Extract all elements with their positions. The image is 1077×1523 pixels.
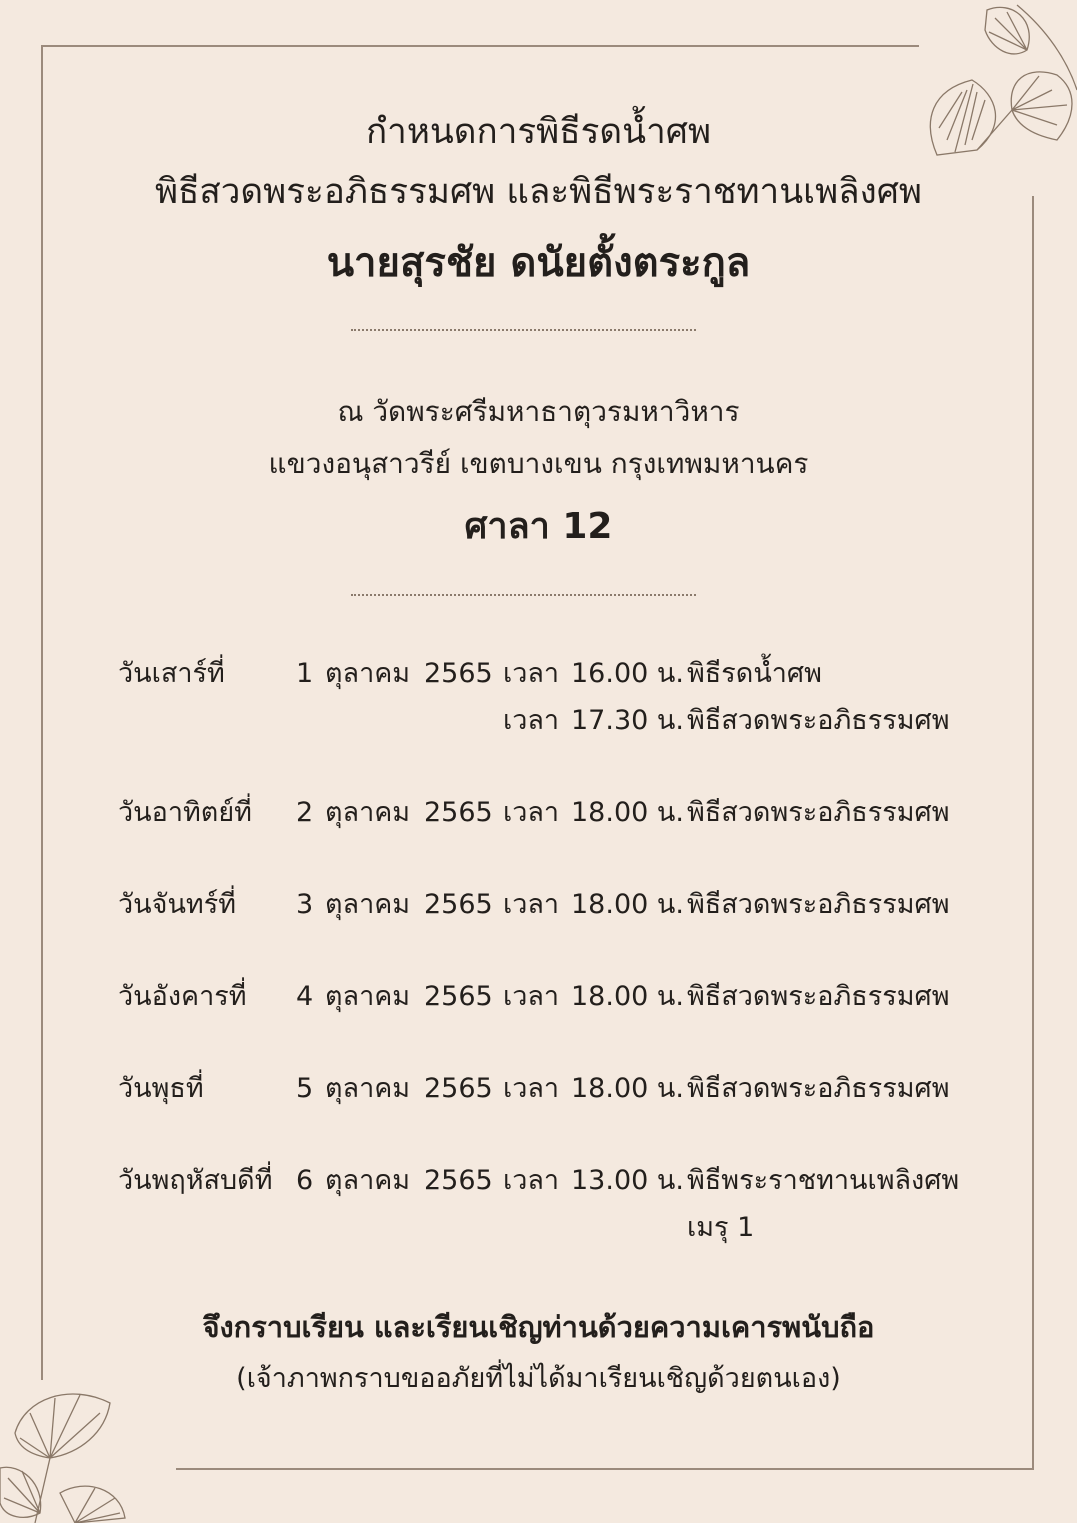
- schedule-year: 2565: [424, 981, 493, 1012]
- schedule-time-word: เวลา: [503, 1165, 560, 1196]
- frame-line-right: [1032, 196, 1034, 1470]
- schedule-time-word: เวลา: [503, 658, 560, 689]
- schedule-date: 4: [296, 981, 314, 1012]
- schedule-time: 18.00 น.: [571, 1073, 684, 1104]
- frame-line-bottom: [176, 1468, 1034, 1470]
- schedule-time: 13.00 น.: [571, 1165, 684, 1196]
- schedule-time-word: เวลา: [503, 705, 560, 736]
- schedule-ceremony: พิธีสวดพระอภิธรรมศพ: [687, 797, 950, 828]
- deceased-name: นายสุรชัย ดนัยตั้งตระกูล: [326, 240, 751, 286]
- dotted-divider: [351, 594, 696, 596]
- schedule-time: 18.00 น.: [571, 981, 684, 1012]
- title-line-2: พิธีสวดพระอภิธรรมศพ และพิธีพระราชทานเพลิงศพ: [154, 172, 922, 212]
- venue-line-2: แขวงอนุสาวรีย์ เขตบางเขน กรุงเทพมหานคร: [268, 447, 809, 480]
- schedule-year: 2565: [424, 889, 493, 920]
- schedule-date: 3: [296, 889, 314, 920]
- schedule-year: 2565: [424, 658, 493, 689]
- schedule-month: ตุลาคม: [325, 797, 411, 828]
- schedule-day: วันพุธที่: [118, 1073, 204, 1104]
- closing-line-1: จึงกราบเรียน และเรียนเชิญท่านด้วยความเคารพนับถือ: [202, 1310, 875, 1344]
- schedule-month: ตุลาคม: [325, 889, 411, 920]
- schedule-time: 17.30 น.: [571, 705, 684, 736]
- schedule-ceremony: พิธีสวดพระอภิธรรมศพ: [687, 1073, 950, 1104]
- schedule-time-word: เวลา: [503, 889, 560, 920]
- schedule-month: ตุลาคม: [325, 1073, 411, 1104]
- dotted-divider: [351, 329, 696, 331]
- schedule-time-word: เวลา: [503, 1073, 560, 1104]
- schedule-day: วันเสาร์ที่: [118, 658, 225, 689]
- schedule-ceremony: พิธีสวดพระอภิธรรมศพ: [687, 981, 950, 1012]
- title-line-1: กำหนดการพิธีรดน้ำศพ: [365, 112, 712, 152]
- schedule-day: วันจันทร์ที่: [118, 889, 236, 920]
- schedule-year: 2565: [424, 797, 493, 828]
- schedule-date: 5: [296, 1073, 314, 1104]
- schedule-day: วันอังคารที่: [118, 981, 247, 1012]
- closing-line-2: (เจ้าภาพกราบขออภัยที่ไม่ได้มาเรียนเชิญด้วยตนเอง): [236, 1363, 841, 1394]
- hall-name: ศาลา 12: [464, 506, 613, 547]
- schedule-ceremony: พิธีรดน้ำศพ: [687, 658, 822, 689]
- schedule-date: 1: [296, 658, 314, 689]
- schedule-time: 16.00 น.: [571, 658, 684, 689]
- schedule-month: ตุลาคม: [325, 1165, 411, 1196]
- schedule-time-word: เวลา: [503, 797, 560, 828]
- venue-line-1: ณ วัดพระศรีมหาธาตุวรมหาวิหาร: [337, 395, 740, 428]
- schedule-month: ตุลาคม: [325, 981, 411, 1012]
- schedule-time: 18.00 น.: [571, 797, 684, 828]
- schedule-year: 2565: [424, 1073, 493, 1104]
- schedule-day: วันอาทิตย์ที่: [118, 797, 252, 828]
- schedule-ceremony: พิธีสวดพระอภิธรรมศพ: [687, 889, 950, 920]
- schedule-day: วันพฤหัสบดีที่: [118, 1165, 273, 1196]
- schedule-ceremony: เมรุ 1: [687, 1212, 755, 1243]
- frame-line-top: [41, 45, 919, 47]
- schedule-year: 2565: [424, 1165, 493, 1196]
- schedule-time-word: เวลา: [503, 981, 560, 1012]
- schedule-ceremony: พิธีพระราชทานเพลิงศพ: [687, 1165, 960, 1196]
- schedule-time: 18.00 น.: [571, 889, 684, 920]
- schedule-date: 6: [296, 1165, 314, 1196]
- schedule-date: 2: [296, 797, 314, 828]
- schedule-month: ตุลาคม: [325, 658, 411, 689]
- schedule-ceremony: พิธีสวดพระอภิธรรมศพ: [687, 705, 950, 736]
